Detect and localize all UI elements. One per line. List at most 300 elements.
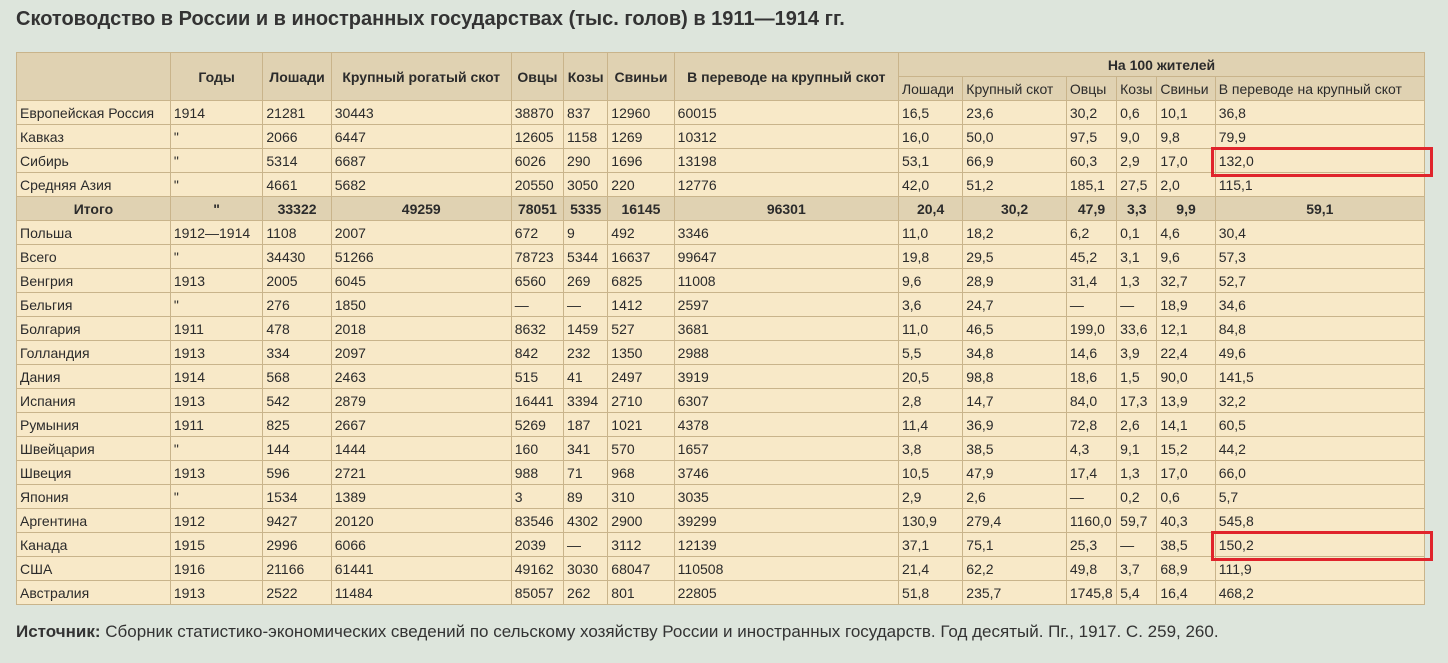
table-row xyxy=(17,125,1425,149)
table-cell: " xyxy=(170,245,263,269)
table-cell: — xyxy=(511,293,563,317)
table-cell: 45,2 xyxy=(1066,245,1116,269)
table-cell: 185,1 xyxy=(1066,173,1116,197)
subheader-goats: Козы xyxy=(1117,77,1157,101)
row-label: Бельгия xyxy=(17,293,171,317)
table-cell: 3,6 xyxy=(898,293,962,317)
table-cell: 11,0 xyxy=(898,317,962,341)
table-cell: 269 xyxy=(564,269,608,293)
table-cell: 1696 xyxy=(608,149,674,173)
table-cell: 3 xyxy=(511,485,563,509)
table-cell: 1158 xyxy=(564,125,608,149)
table-cell: 2039 xyxy=(511,533,563,557)
table-cell: 0,6 xyxy=(1157,485,1215,509)
table-cell: 16,5 xyxy=(898,101,962,125)
table-cell: 9427 xyxy=(263,509,331,533)
table-cell: 12605 xyxy=(511,125,563,149)
table-cell: 84,0 xyxy=(1066,389,1116,413)
table-cell: 5682 xyxy=(331,173,511,197)
table-cell: 68047 xyxy=(608,557,674,581)
table-cell: 130,9 xyxy=(898,509,962,533)
table-cell: 10,1 xyxy=(1157,101,1215,125)
table-cell: 32,2 xyxy=(1215,389,1424,413)
livestock-table-container xyxy=(16,52,1425,605)
table-cell: 341 xyxy=(564,437,608,461)
table-cell: 16,0 xyxy=(898,125,962,149)
header-horses: Лошади xyxy=(263,53,331,101)
table-cell: 199,0 xyxy=(1066,317,1116,341)
table-cell: 5,5 xyxy=(898,341,962,365)
table-cell: 50,0 xyxy=(963,125,1067,149)
table-cell: 34,6 xyxy=(1215,293,1424,317)
table-cell: 1021 xyxy=(608,413,674,437)
table-cell: 1534 xyxy=(263,485,331,509)
table-cell: 6066 xyxy=(331,533,511,557)
table-cell: 6560 xyxy=(511,269,563,293)
table-cell: 19,8 xyxy=(898,245,962,269)
table-cell: 11,0 xyxy=(898,221,962,245)
table-row xyxy=(17,197,1425,221)
table-row xyxy=(17,149,1425,173)
table-cell: 6307 xyxy=(674,389,898,413)
table-cell: 1,5 xyxy=(1117,365,1157,389)
table-cell: 30,2 xyxy=(1066,101,1116,125)
subheader-cattle-equivalent: В переводе на крупный скот xyxy=(1215,77,1424,101)
table-cell: 5335 xyxy=(564,197,608,221)
table-cell: 75,1 xyxy=(963,533,1067,557)
row-label: Дания xyxy=(17,365,171,389)
table-cell: 1745,8 xyxy=(1066,581,1116,605)
table-cell: 21281 xyxy=(263,101,331,125)
table-cell: 78051 xyxy=(511,197,563,221)
table-cell: 13,9 xyxy=(1157,389,1215,413)
row-label: Испания xyxy=(17,389,171,413)
table-cell: 2,0 xyxy=(1157,173,1215,197)
table-cell: 98,8 xyxy=(963,365,1067,389)
table-cell: 596 xyxy=(263,461,331,485)
table-cell: 60,3 xyxy=(1066,149,1116,173)
header-years: Годы xyxy=(170,53,263,101)
table-cell: 2667 xyxy=(331,413,511,437)
source-text: Сборник статистико-экономических сведений по сельскому хозяйству России и иностранных государств. Год десятый. Пг., 1917. С. 259, 260. xyxy=(100,622,1219,641)
table-cell: 53,1 xyxy=(898,149,962,173)
source-label: Источник: xyxy=(16,622,101,641)
table-cell: 310 xyxy=(608,485,674,509)
source-note xyxy=(16,622,1219,642)
table-cell: 2007 xyxy=(331,221,511,245)
table-cell: 99647 xyxy=(674,245,898,269)
table-cell: 1913 xyxy=(170,269,263,293)
table-cell: 1913 xyxy=(170,581,263,605)
table-row xyxy=(17,437,1425,461)
row-label: Швеция xyxy=(17,461,171,485)
table-row xyxy=(17,557,1425,581)
table-cell: 12,1 xyxy=(1157,317,1215,341)
table-cell: 5,7 xyxy=(1215,485,1424,509)
table-cell: 1,3 xyxy=(1117,461,1157,485)
table-cell: 79,9 xyxy=(1215,125,1424,149)
table-cell: 478 xyxy=(263,317,331,341)
table-cell: 16145 xyxy=(608,197,674,221)
table-cell: 21166 xyxy=(263,557,331,581)
table-cell: 5314 xyxy=(263,149,331,173)
table-cell: 51,8 xyxy=(898,581,962,605)
table-cell: 1913 xyxy=(170,461,263,485)
row-label: Швейцария xyxy=(17,437,171,461)
table-cell: 1269 xyxy=(608,125,674,149)
table-cell: 22805 xyxy=(674,581,898,605)
table-row xyxy=(17,485,1425,509)
table-cell: 1916 xyxy=(170,557,263,581)
table-cell: 46,5 xyxy=(963,317,1067,341)
table-cell: 2,6 xyxy=(963,485,1067,509)
table-cell: 2,6 xyxy=(1117,413,1157,437)
table-cell: 9,6 xyxy=(1157,245,1215,269)
table-cell: 38,5 xyxy=(1157,533,1215,557)
table-cell: 36,9 xyxy=(963,413,1067,437)
table-cell: 2,9 xyxy=(1117,149,1157,173)
table-cell: 2988 xyxy=(674,341,898,365)
table-row xyxy=(17,101,1425,125)
table-cell: 220 xyxy=(608,173,674,197)
table-cell: 13198 xyxy=(674,149,898,173)
table-row xyxy=(17,533,1425,557)
table-cell: 14,1 xyxy=(1157,413,1215,437)
table-cell: 3394 xyxy=(564,389,608,413)
table-cell: — xyxy=(564,293,608,317)
row-label: Европейская Россия xyxy=(17,101,171,125)
table-cell: 5344 xyxy=(564,245,608,269)
table-row xyxy=(17,509,1425,533)
table-cell: 3112 xyxy=(608,533,674,557)
table-cell: 20,4 xyxy=(898,197,962,221)
table-cell: 9,8 xyxy=(1157,125,1215,149)
table-cell: 25,3 xyxy=(1066,533,1116,557)
table-cell: 60,5 xyxy=(1215,413,1424,437)
table-cell: 111,9 xyxy=(1215,557,1424,581)
table-cell: 47,9 xyxy=(963,461,1067,485)
table-row xyxy=(17,221,1425,245)
table-cell: 33322 xyxy=(263,197,331,221)
table-cell: 20550 xyxy=(511,173,563,197)
header-region xyxy=(17,53,171,101)
row-label: Польша xyxy=(17,221,171,245)
table-cell: 1389 xyxy=(331,485,511,509)
table-body xyxy=(17,101,1425,605)
table-cell: 49,8 xyxy=(1066,557,1116,581)
table-cell: 9,6 xyxy=(898,269,962,293)
table-cell: 2463 xyxy=(331,365,511,389)
table-cell: 2996 xyxy=(263,533,331,557)
subheader-sheep: Овцы xyxy=(1066,77,1116,101)
table-cell: 11,4 xyxy=(898,413,962,437)
table-cell: 0,1 xyxy=(1117,221,1157,245)
table-cell: 4302 xyxy=(564,509,608,533)
table-cell: 29,5 xyxy=(963,245,1067,269)
table-cell: 30443 xyxy=(331,101,511,125)
table-cell: 3,3 xyxy=(1117,197,1157,221)
table-cell: 2018 xyxy=(331,317,511,341)
header-goats: Козы xyxy=(564,53,608,101)
table-cell: 9,1 xyxy=(1117,437,1157,461)
table-cell: 3746 xyxy=(674,461,898,485)
table-cell: 1912 xyxy=(170,509,263,533)
table-cell: 51,2 xyxy=(963,173,1067,197)
table-cell: 2066 xyxy=(263,125,331,149)
table-cell: 38,5 xyxy=(963,437,1067,461)
table-cell: 232 xyxy=(564,341,608,365)
header-cattle: Крупный рогатый скот xyxy=(331,53,511,101)
table-cell: 3,9 xyxy=(1117,341,1157,365)
table-cell: 51266 xyxy=(331,245,511,269)
table-cell: 62,2 xyxy=(963,557,1067,581)
table-cell: 34,8 xyxy=(963,341,1067,365)
table-cell: 672 xyxy=(511,221,563,245)
table-cell: " xyxy=(170,125,263,149)
table-cell: 57,3 xyxy=(1215,245,1424,269)
header-row-main xyxy=(17,53,1425,77)
table-cell: 83546 xyxy=(511,509,563,533)
table-cell: 2097 xyxy=(331,341,511,365)
table-cell: 59,1 xyxy=(1215,197,1424,221)
table-cell: 0,2 xyxy=(1117,485,1157,509)
table-cell: 144 xyxy=(263,437,331,461)
table-cell: 279,4 xyxy=(963,509,1067,533)
table-cell: " xyxy=(170,149,263,173)
table-cell: 66,9 xyxy=(963,149,1067,173)
table-cell: 38870 xyxy=(511,101,563,125)
table-cell: 22,4 xyxy=(1157,341,1215,365)
table-cell: 110508 xyxy=(674,557,898,581)
row-label: Япония xyxy=(17,485,171,509)
table-cell: 33,6 xyxy=(1117,317,1157,341)
row-label: Кавказ xyxy=(17,125,171,149)
table-row xyxy=(17,245,1425,269)
table-cell: 1160,0 xyxy=(1066,509,1116,533)
table-cell: 49,6 xyxy=(1215,341,1424,365)
table-cell: 17,3 xyxy=(1117,389,1157,413)
table-cell: 6687 xyxy=(331,149,511,173)
table-cell: 837 xyxy=(564,101,608,125)
subheader-horses: Лошади xyxy=(898,77,962,101)
table-cell: 16637 xyxy=(608,245,674,269)
subheader-pigs: Свиньи xyxy=(1157,77,1215,101)
table-cell: 10312 xyxy=(674,125,898,149)
table-row xyxy=(17,173,1425,197)
table-cell: 2522 xyxy=(263,581,331,605)
table-row xyxy=(17,317,1425,341)
table-cell: 61441 xyxy=(331,557,511,581)
header-pigs: Свиньи xyxy=(608,53,674,101)
table-cell: 825 xyxy=(263,413,331,437)
table-cell: 1915 xyxy=(170,533,263,557)
table-cell: 6045 xyxy=(331,269,511,293)
table-cell: 570 xyxy=(608,437,674,461)
row-label: США xyxy=(17,557,171,581)
table-row xyxy=(17,293,1425,317)
table-row xyxy=(17,389,1425,413)
table-cell: 49259 xyxy=(331,197,511,221)
table-row xyxy=(17,581,1425,605)
table-cell: 1108 xyxy=(263,221,331,245)
table-cell: 276 xyxy=(263,293,331,317)
table-cell: 2,8 xyxy=(898,389,962,413)
table-cell: 85057 xyxy=(511,581,563,605)
table-cell: — xyxy=(564,533,608,557)
table-cell: 20120 xyxy=(331,509,511,533)
table-cell: 968 xyxy=(608,461,674,485)
table-cell: 10,5 xyxy=(898,461,962,485)
table-cell: 11008 xyxy=(674,269,898,293)
row-label: Австралия xyxy=(17,581,171,605)
table-cell: 515 xyxy=(511,365,563,389)
table-cell: 542 xyxy=(263,389,331,413)
table-cell: 90,0 xyxy=(1157,365,1215,389)
table-cell: 15,2 xyxy=(1157,437,1215,461)
table-cell: " xyxy=(170,173,263,197)
table-cell: 545,8 xyxy=(1215,509,1424,533)
table-cell: 3,8 xyxy=(898,437,962,461)
table-cell: 1459 xyxy=(564,317,608,341)
table-cell: 16441 xyxy=(511,389,563,413)
table-cell: 59,7 xyxy=(1117,509,1157,533)
table-cell: — xyxy=(1117,533,1157,557)
table-cell: 97,5 xyxy=(1066,125,1116,149)
table-cell: 1850 xyxy=(331,293,511,317)
table-cell: 18,6 xyxy=(1066,365,1116,389)
table-cell: 4,3 xyxy=(1066,437,1116,461)
table-cell: 1,3 xyxy=(1117,269,1157,293)
row-label: Канада xyxy=(17,533,171,557)
table-cell: — xyxy=(1066,485,1116,509)
subheader-cattle: Крупный скот xyxy=(963,77,1067,101)
table-cell: 21,4 xyxy=(898,557,962,581)
table-cell: 141,5 xyxy=(1215,365,1424,389)
table-cell: 3919 xyxy=(674,365,898,389)
table-cell: 2,9 xyxy=(898,485,962,509)
table-cell: 28,9 xyxy=(963,269,1067,293)
table-cell: 6,2 xyxy=(1066,221,1116,245)
table-cell: " xyxy=(170,485,263,509)
table-cell: 187 xyxy=(564,413,608,437)
table-cell: 290 xyxy=(564,149,608,173)
table-cell: 801 xyxy=(608,581,674,605)
row-label: Аргентина xyxy=(17,509,171,533)
table-cell: 9,9 xyxy=(1157,197,1215,221)
table-cell: 34430 xyxy=(263,245,331,269)
table-cell: 2721 xyxy=(331,461,511,485)
table-cell: 20,5 xyxy=(898,365,962,389)
table-cell: 17,0 xyxy=(1157,461,1215,485)
table-cell: 3,1 xyxy=(1117,245,1157,269)
table-cell: 39299 xyxy=(674,509,898,533)
row-label: Голландия xyxy=(17,341,171,365)
livestock-table xyxy=(16,52,1425,605)
table-cell: — xyxy=(1117,293,1157,317)
table-cell: 115,1 xyxy=(1215,173,1424,197)
table-cell: 0,6 xyxy=(1117,101,1157,125)
table-cell: 568 xyxy=(263,365,331,389)
table-cell: 14,7 xyxy=(963,389,1067,413)
table-cell: — xyxy=(1066,293,1116,317)
table-cell: 1914 xyxy=(170,365,263,389)
table-cell: 468,2 xyxy=(1215,581,1424,605)
table-cell: 492 xyxy=(608,221,674,245)
table-cell: 12139 xyxy=(674,533,898,557)
row-label: Болгария xyxy=(17,317,171,341)
table-cell: 988 xyxy=(511,461,563,485)
table-cell: 9,0 xyxy=(1117,125,1157,149)
table-cell: 12776 xyxy=(674,173,898,197)
table-cell: 5,4 xyxy=(1117,581,1157,605)
table-cell: 1657 xyxy=(674,437,898,461)
table-cell: 84,8 xyxy=(1215,317,1424,341)
table-cell: 17,4 xyxy=(1066,461,1116,485)
row-label: Итого xyxy=(17,197,171,221)
table-cell: 9 xyxy=(564,221,608,245)
table-row xyxy=(17,269,1425,293)
table-cell: 37,1 xyxy=(898,533,962,557)
table-cell: 52,7 xyxy=(1215,269,1424,293)
table-cell: 2879 xyxy=(331,389,511,413)
table-cell: 3,7 xyxy=(1117,557,1157,581)
table-cell: 8632 xyxy=(511,317,563,341)
table-cell: 18,2 xyxy=(963,221,1067,245)
table-cell: 68,9 xyxy=(1157,557,1215,581)
table-cell: 44,2 xyxy=(1215,437,1424,461)
table-cell: 1911 xyxy=(170,317,263,341)
table-cell: 23,6 xyxy=(963,101,1067,125)
table-cell: 6447 xyxy=(331,125,511,149)
table-cell: 6026 xyxy=(511,149,563,173)
row-label: Всего xyxy=(17,245,171,269)
table-cell: 42,0 xyxy=(898,173,962,197)
header-sheep: Овцы xyxy=(511,53,563,101)
table-cell: 27,5 xyxy=(1117,173,1157,197)
table-cell: 4378 xyxy=(674,413,898,437)
table-row xyxy=(17,413,1425,437)
table-cell: 66,0 xyxy=(1215,461,1424,485)
table-cell: 30,2 xyxy=(963,197,1067,221)
table-cell: 14,6 xyxy=(1066,341,1116,365)
table-cell: 36,8 xyxy=(1215,101,1424,125)
table-cell: 11484 xyxy=(331,581,511,605)
row-label: Венгрия xyxy=(17,269,171,293)
table-cell: 49162 xyxy=(511,557,563,581)
table-cell: 527 xyxy=(608,317,674,341)
table-cell: 24,7 xyxy=(963,293,1067,317)
table-cell: 71 xyxy=(564,461,608,485)
table-cell: 60015 xyxy=(674,101,898,125)
table-cell: 1444 xyxy=(331,437,511,461)
table-cell: 2900 xyxy=(608,509,674,533)
table-cell: 12960 xyxy=(608,101,674,125)
table-cell: 18,9 xyxy=(1157,293,1215,317)
table-cell: 132,0 xyxy=(1215,149,1424,173)
table-cell: 72,8 xyxy=(1066,413,1116,437)
table-cell: 32,7 xyxy=(1157,269,1215,293)
table-row xyxy=(17,341,1425,365)
page-title: Скотоводство в России и в иностранных государствах (тыс. голов) в 1911—1914 гг. xyxy=(16,8,845,30)
table-cell: 4661 xyxy=(263,173,331,197)
table-cell: " xyxy=(170,197,263,221)
table-cell: 160 xyxy=(511,437,563,461)
table-cell: 3346 xyxy=(674,221,898,245)
table-cell: 2005 xyxy=(263,269,331,293)
table-cell: 1412 xyxy=(608,293,674,317)
table-cell: 1350 xyxy=(608,341,674,365)
table-cell: 2597 xyxy=(674,293,898,317)
